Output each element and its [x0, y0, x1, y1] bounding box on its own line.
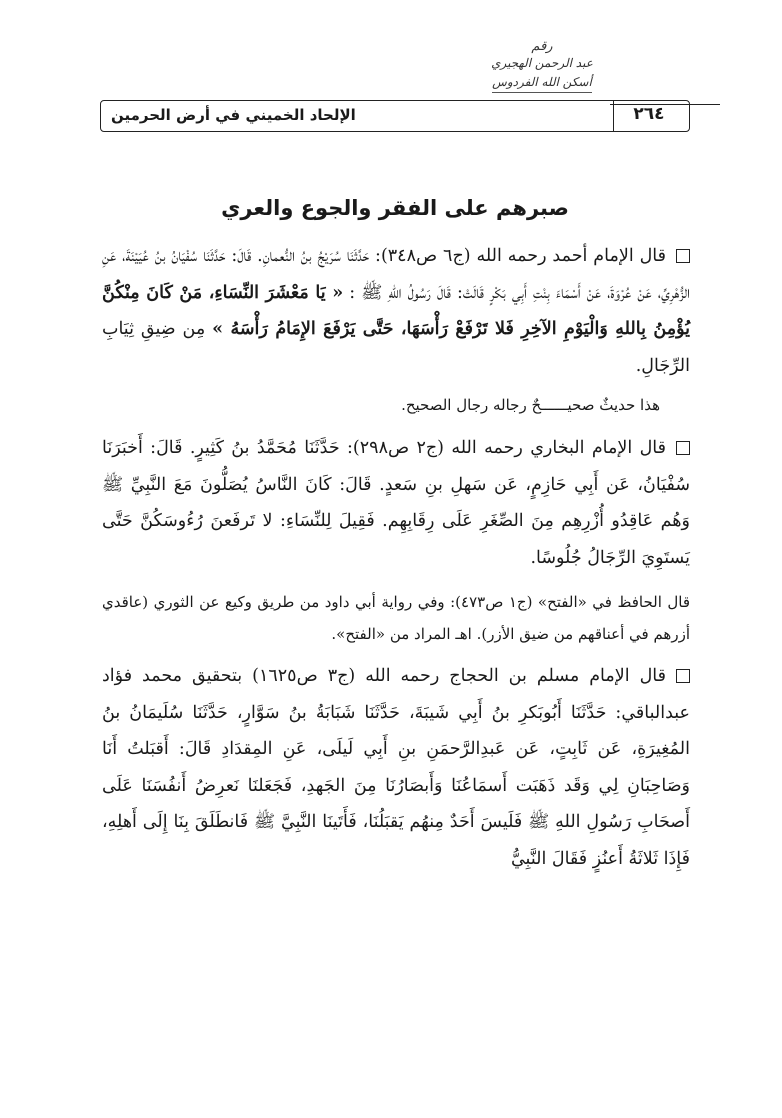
section-heading: صبرهم على الفقر والجوع والعري: [221, 196, 569, 220]
hadith-3-text: قال الإمام مسلم بن الحجاج رحمه الله (ج٣ ص١٦٢٥) بتحقيق محمد فؤاد عبدالباقي: حَدَّثَنَا أَبُوبَكرِ بنُ أَبِي شَيبَةَ، حَدَّثَنَا شَبَابَةُ بنُ سَوَّارٍ، حَدَّثَنَا سُلَيمَانُ بنُ المُغِيرَةِ، عَن ثَابِتٍ، عَن عَبدِالرَّحمَنِ بنِ أَبِي لَيلَى، عَنِ المِقدَادِ قَالَ: أَقبَلتُ أَنَا وَصَاحِبَانِ لِي وَقَد ذَهَبَت أَسمَاعُنَا وَأَبصَارُنَا مِنَ الجَهدِ، فَجَعَلنَا نَعرِضُ أَنفُسَنَا عَلَى أَصحَابِ رَسُولِ اللهِ ﷺ فَلَيسَ أَحَدٌ مِنهُم يَقبَلُنَا، فَأَتَينَا النَّبِيَّ ﷺ فَانطَلَقَ بِنَا إِلَى أَهلِهِ، فَإِذَا ثَلاثَةُ أَعنُزٍ فَقَالَ النَّبِيُّ: [102, 666, 690, 869]
commentary-note: قال الحافظ في «الفتح» (ج١ ص٤٧٣): وفي رواية أبي داود من طريق وكيع عن الثوري (عاقدي أزرهم في أعناقهم من ضيق الأزر). اهـ المراد من «الفتح».: [102, 593, 690, 643]
hadith-2-text: قال الإمام البخاري رحمه الله (ج٢ ص٢٩٨): حَدَّثَنَا مُحَمَّدُ بنُ كَثِيرٍ. قَالَ: أَخبَرَنَا سُفْيَانُ، عَن أَبِي حَازِمٍ، عَن سَهلِ بنِ سَعدٍ. قَالَ: كَانَ النَّاسُ يُصَلُّونَ مَعَ النَّبِيِّ ﷺ وَهُم عَاقِدُو أُزْرِهِم مِنَ الصِّغَرِ عَلَى رِقَابِهِم. فَقِيلَ لِلنِّسَاءِ: لا تَرفَعنَ رُءُوسَكُنَّ حَتَّى يَستَوِيَ الرِّجَالُ جُلُوسًا.: [102, 438, 690, 568]
stamp-line-3: أسكن الله الفردوس: [492, 74, 592, 93]
hadith-paragraph-3: [102, 658, 690, 877]
square-bullet-icon: [676, 669, 690, 683]
hadith-paragraph-2: [102, 430, 690, 576]
page-number: ٢٦٤: [633, 104, 665, 124]
header-divider: [613, 100, 614, 132]
hadith-1-tail: مِن ضِيقِ ثِيَابِ الرِّجَالِ.: [102, 319, 690, 376]
square-bullet-icon: [676, 441, 690, 455]
ownership-stamp: [462, 38, 622, 93]
running-header: [100, 100, 690, 132]
stamp-line-1: رقم: [531, 39, 553, 54]
hadith-paragraph-1: [102, 238, 690, 384]
hadith-1-intro: قال الإمام أحمد رحمه الله (ج٦ ص٣٤٨): حَدَّثَنَا سُرَيْجُ بنُ النُّعمانِ. قَالَ: حَدَّثَنَا سُفْيَانُ بنُ عُيَيْنَةَ، عَنِ الزُّهْرِيِّ، عَنْ عُرْوَةَ، عَنْ أَسْمَاءَ بِنْتِ أَبِي بَكْرٍ قَالَتْ: قَالَ رَسُولُ اللهِ ﷺ :: [102, 246, 690, 303]
page-body: [102, 238, 690, 877]
hadith-1-quote: « يَا مَعْشَرَ النِّسَاءِ، مَنْ كَانَ مِنْكُنَّ يُؤْمِنُ بِاللهِ وَالْيَوْمِ الآخِرِ فَلا تَرْفَعْ رَأْسَهَا، حَتَّى يَرْفَعَ الإِمَامُ رَأْسَهُ »: [102, 282, 691, 339]
hadith-1-verdict: هذا حديثٌ صحيــــــحٌ رجاله رجال الصحيح.: [401, 396, 660, 414]
running-header-title: الإلحاد الخميني في أرض الحرمين: [111, 106, 356, 124]
stamp-line-2: عبد الرحمن الهجيري: [491, 56, 593, 70]
square-bullet-icon: [676, 249, 690, 263]
